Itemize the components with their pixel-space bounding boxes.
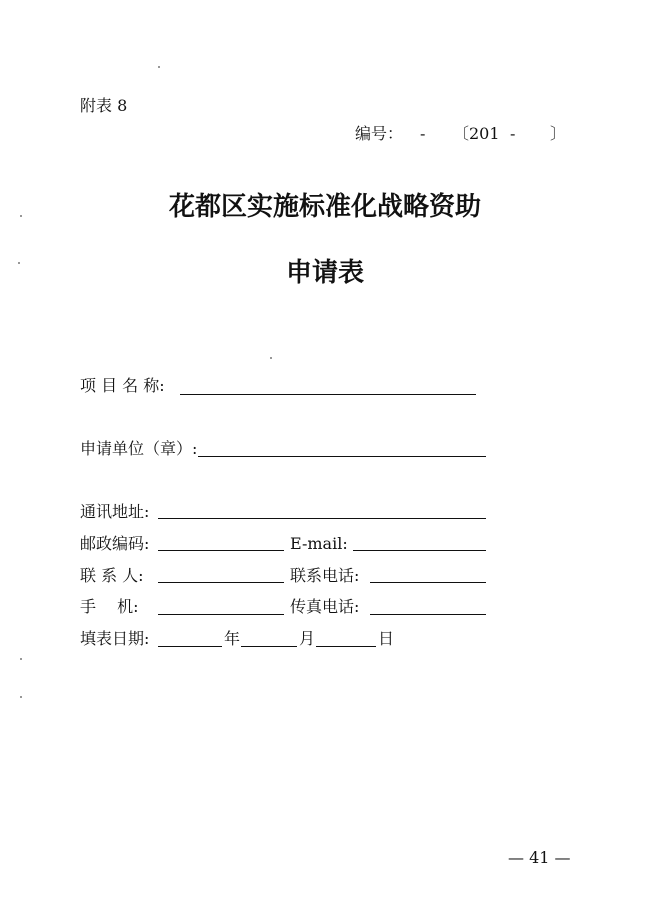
scan-speck (20, 658, 22, 660)
contact-label: 联 系 人: (80, 566, 144, 585)
year-field[interactable] (158, 646, 222, 647)
contact-field[interactable] (158, 582, 284, 583)
postcode-field[interactable] (158, 550, 284, 551)
email-field[interactable] (353, 550, 486, 551)
page-title: 花都区实施标准化战略资助 (168, 192, 481, 222)
scan-speck (20, 696, 22, 698)
month-field[interactable] (241, 646, 297, 647)
attachment-label: 附表 8 (80, 96, 128, 115)
scan-speck (158, 66, 160, 68)
applicant-label: 申请单位（章）: (80, 439, 198, 458)
page-subtitle: 申请表 (285, 258, 364, 288)
contact-phone-label: 联系电话: (290, 566, 360, 585)
fax-field[interactable] (370, 614, 486, 615)
day-label: 日 (378, 629, 395, 648)
project-name-label: 项 目 名 称: (80, 376, 165, 395)
project-name-field[interactable] (180, 394, 476, 395)
day-field[interactable] (316, 646, 376, 647)
applicant-field[interactable] (198, 456, 486, 457)
form-number-label: 编号： (355, 124, 404, 143)
mobile-field[interactable] (158, 614, 284, 615)
form-number-dash-2: - (510, 124, 516, 143)
scan-speck (270, 357, 272, 359)
address-field[interactable] (158, 518, 486, 519)
form-number-dash: - (420, 124, 426, 143)
month-label: 月 (299, 629, 316, 648)
address-label: 通讯地址: (80, 502, 150, 521)
form-number-bracket-close: 〕 (550, 124, 567, 143)
mobile-label: 手 机: (80, 597, 139, 616)
fax-label: 传真电话: (290, 597, 360, 616)
date-label: 填表日期: (80, 629, 150, 648)
year-label: 年 (224, 629, 241, 648)
page-number: — 41 — (508, 848, 571, 867)
form-number-year: 〔201 (453, 124, 500, 143)
postcode-label: 邮政编码: (80, 534, 150, 553)
contact-phone-field[interactable] (370, 582, 486, 583)
email-label: E-mail: (290, 534, 348, 553)
